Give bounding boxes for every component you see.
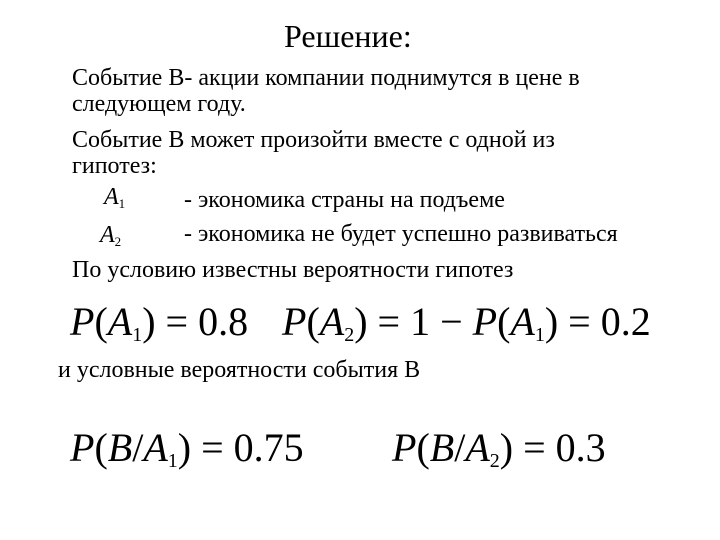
hypothesis-a1-symbol: $A_1$ <box>104 184 126 211</box>
event-b-text-line1: Событие В- акции компании поднимутся в цене в <box>72 65 580 91</box>
hypothesis-a1-text: - экономика страны на подъеме <box>184 187 505 213</box>
hypothesis-a2-text: - экономика не будет успешно развиваться <box>184 221 618 247</box>
hypotheses-intro-line2: гипотез: <box>72 153 157 179</box>
hypotheses-intro-line1: Событие В может произойти вместе с одной из <box>72 127 555 153</box>
conditional-probabilities-text: и условные вероятности события В <box>58 357 421 383</box>
formula-p-b-given-a1: $P(B/A_1) = 0.75$ <box>70 425 304 472</box>
formula-p-a2: $P(A_2) = 1 - P(A_1) = 0.2$ <box>282 299 651 346</box>
known-probabilities-text: По условию известны вероятности гипотез <box>72 257 514 283</box>
formula-p-b-given-a2: $P(B/A_2) = 0.3$ <box>392 425 606 472</box>
hypothesis-a2-symbol: $A_2$ <box>100 222 122 249</box>
formula-p-a1: $P(A_1) = 0.8$ <box>70 299 249 346</box>
slide-title: Решение: <box>284 18 412 54</box>
event-b-text-line2: следующем году. <box>72 91 246 117</box>
